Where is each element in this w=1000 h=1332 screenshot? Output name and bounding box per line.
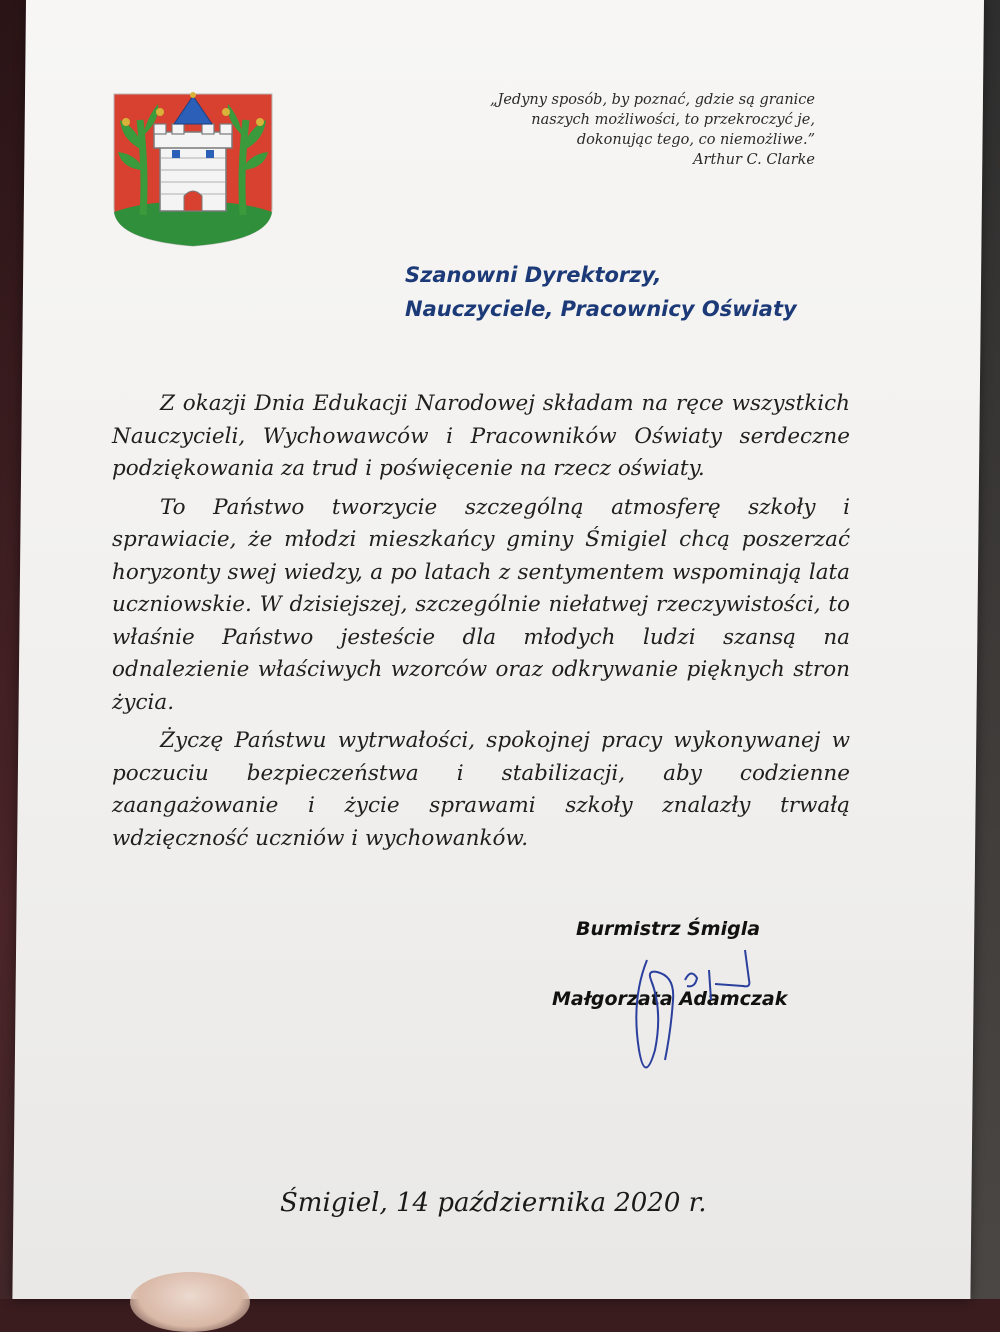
letter-body (112, 388, 850, 861)
coat-of-arms-icon (108, 90, 278, 250)
signatory-name: Małgorzata Adamczak (552, 988, 788, 1010)
body-paragraph: Z okazji Dnia Edukacji Narodowej składam na ręce wszystkich Nauczycieli, Wychowawców i Pracowników Oświaty serdeczne podziękowania za trud i poświęcenie na rzecz oświaty. (112, 391, 850, 481)
quote-line: naszych możliwości, to przekroczyć je, (531, 112, 815, 128)
body-paragraph: To Państwo tworzycie szczególną atmosferę szkoły i sprawiacie, że młodzi mieszkańcy gminy Śmigiel chcą poszerzać horyzonty swej wiedzy, a po latach z sentymentem wspominają lata uczniowskie. W dzisiejszej, szczególnie niełatwej rzeczywistości, to właśnie Państwo jesteście dla młodych ludzi szansą na odnalezienie właściwych wzorców oraz odkrywanie pięknych stron życia. (112, 494, 850, 715)
letter-greeting (405, 258, 825, 326)
thumb-edge (130, 1272, 250, 1332)
body-paragraph: Życzę Państwu wytrwałości, spokojnej pracy wykonywanej w poczuciu bezpieczeństwa i stabilizacji, aby codzienne zaangażowanie i życie sprawami szkoły znalazły trwałą wdzięczność uczniów i wychowanków. (112, 728, 850, 851)
handwritten-signature-icon (625, 940, 785, 1090)
epigraph-quote (470, 90, 815, 170)
quote-line: dokonując tego, co niemożliwe.” (576, 132, 815, 148)
quote-line: „Jedyny sposób, by poznać, gdzie są granice (490, 92, 815, 108)
greeting-line-1: Szanowni Dyrektorzy, (405, 263, 662, 287)
signatory-title: Burmistrz Śmigla (576, 918, 761, 940)
greeting-line-2: Nauczyciele, Pracownicy Oświaty (405, 297, 797, 321)
place-and-date: Śmigiel, 14 października 2020 r. (280, 1188, 707, 1218)
quote-author: Arthur C. Clarke (693, 152, 815, 168)
